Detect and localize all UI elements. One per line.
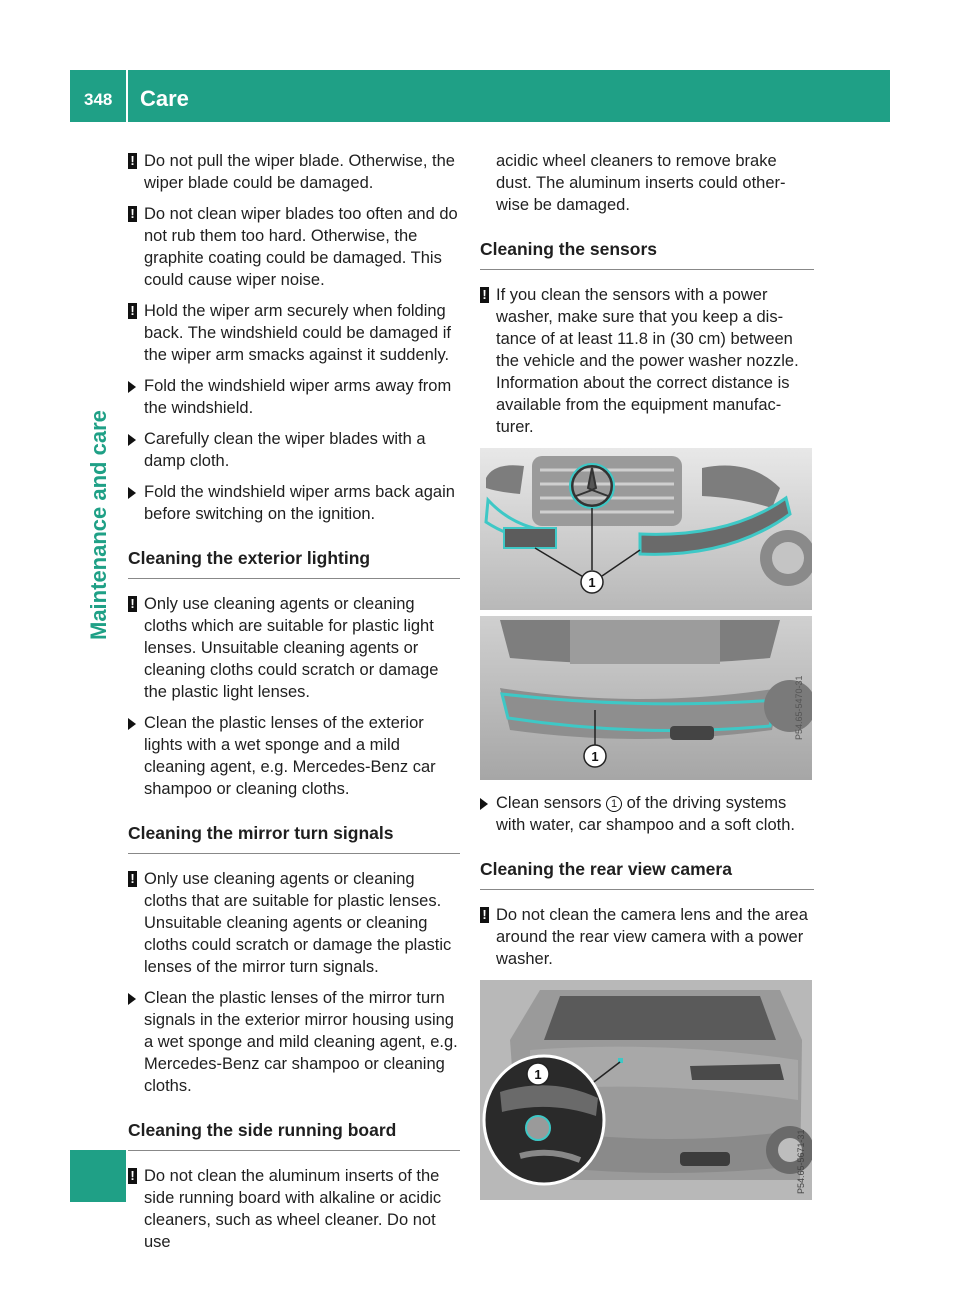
warning-note: ! Only use cleaning agents or cleaning cloths which are suitable for plastic light lenses. Unsuitable cleaning agents or cleaning cloths could scratch or damage the plastic light lenses. bbox=[128, 593, 460, 703]
chapter-tab bbox=[86, 410, 116, 645]
warning-icon: ! bbox=[128, 596, 137, 612]
section-heading: Cleaning the rear view camera bbox=[480, 858, 814, 890]
section-heading: Cleaning the sensors bbox=[480, 238, 814, 270]
chapter-label: Maintenance and care bbox=[86, 410, 111, 640]
warning-icon: ! bbox=[480, 287, 489, 303]
camera-lens-icon bbox=[526, 1116, 550, 1140]
warning-icon: ! bbox=[480, 907, 489, 923]
page-number: 348 bbox=[84, 90, 113, 109]
warning-icon: ! bbox=[128, 303, 137, 319]
instruction-step: Clean sensors 1 of the driving systems with water, car shampoo and a soft cloth. bbox=[480, 792, 814, 836]
warning-note: ! Do not clean wiper blades too often and do not rub them too hard. Otherwise, the graphite coating could be damaged. This could cause wiper noise. bbox=[128, 203, 460, 291]
step-arrow-icon bbox=[128, 487, 136, 499]
warning-note: ! Do not clean the aluminum inserts of the side running board with alkaline or acidic cleaners, such as wheel cleaner. Do not use bbox=[128, 1165, 460, 1253]
right-column bbox=[480, 150, 814, 1212]
warning-icon: ! bbox=[128, 871, 137, 887]
warning-note: ! If you clean the sensors with a power washer, make sure that you keep a dis-tance of at least 11.8 in (30 cm) between the vehicle and the power washer nozzle. Information about the correct distance is available from the equipment manufac-turer. bbox=[480, 284, 814, 438]
instruction-step: Fold the windshield wiper arms away from the windshield. bbox=[128, 375, 460, 419]
section-title: Care bbox=[140, 86, 189, 111]
step-arrow-icon bbox=[128, 381, 136, 393]
page-header bbox=[70, 70, 890, 122]
sensor-outline bbox=[504, 528, 556, 548]
callout-number: 1 bbox=[534, 1067, 542, 1082]
warning-icon: ! bbox=[128, 1168, 137, 1184]
section-heading: Cleaning the exterior lighting bbox=[128, 547, 460, 579]
sensor-location-figure bbox=[480, 448, 814, 780]
step-arrow-icon bbox=[480, 798, 488, 810]
step-arrow-icon bbox=[128, 718, 136, 730]
left-column bbox=[128, 150, 460, 1262]
step-arrow-icon bbox=[128, 434, 136, 446]
instruction-step: Carefully clean the wiper blades with a damp cloth. bbox=[128, 428, 460, 472]
continued-text: acidic wheel cleaners to remove brake dust. The aluminum inserts could other-wise be damaged. bbox=[496, 152, 786, 214]
header-divider bbox=[126, 70, 128, 122]
warning-icon: ! bbox=[128, 206, 137, 222]
figure-code: P54.65-5671-31 bbox=[796, 1129, 806, 1194]
front-grille bbox=[532, 456, 682, 526]
step-arrow-icon bbox=[128, 993, 136, 1005]
sensor-illustration bbox=[480, 448, 812, 780]
camera-location-figure bbox=[480, 980, 814, 1200]
section-heading: Cleaning the side running board bbox=[128, 1119, 460, 1151]
figure-code: P54.65-5470-31 bbox=[794, 675, 804, 740]
chapter-marker bbox=[70, 1150, 126, 1202]
warning-note: ! Do not clean the camera lens and the area around the rear view camera with a power washer. bbox=[480, 904, 814, 970]
instruction-step: Fold the windshield wiper arms back again before switching on the ignition. bbox=[128, 481, 460, 525]
callout-number: 1 bbox=[588, 575, 596, 590]
warning-note: ! Only use cleaning agents or cleaning cloths that are suitable for plastic lenses. Unsuitable cleaning agents or cleaning cloths could scratch or damage the plastic lenses of the mirror turn signals. bbox=[128, 868, 460, 978]
instruction-step: Clean the plastic lenses of the exterior lights with a wet sponge and a mild cleaning agent, e.g. Mercedes-Benz car shampoo or cleaning cloths. bbox=[128, 712, 460, 800]
warning-note: ! Hold the wiper arm securely when folding back. The windshield could be damaged if the wiper arm smacks against it suddenly. bbox=[128, 300, 460, 366]
instruction-step: Clean the plastic lenses of the mirror turn signals in the exterior mirror housing using a wet sponge and mild cleaning agent, e.g. Mercedes-Benz car shampoo or cleaning cloths. bbox=[128, 987, 460, 1097]
camera-illustration bbox=[480, 980, 812, 1200]
warning-note: ! Do not pull the wiper blade. Otherwise, the wiper blade could be damaged. bbox=[128, 150, 460, 194]
warning-icon: ! bbox=[128, 153, 137, 169]
callout-reference: 1 bbox=[606, 796, 622, 812]
section-heading: Cleaning the mirror turn signals bbox=[128, 822, 460, 854]
callout-number: 1 bbox=[591, 749, 599, 764]
